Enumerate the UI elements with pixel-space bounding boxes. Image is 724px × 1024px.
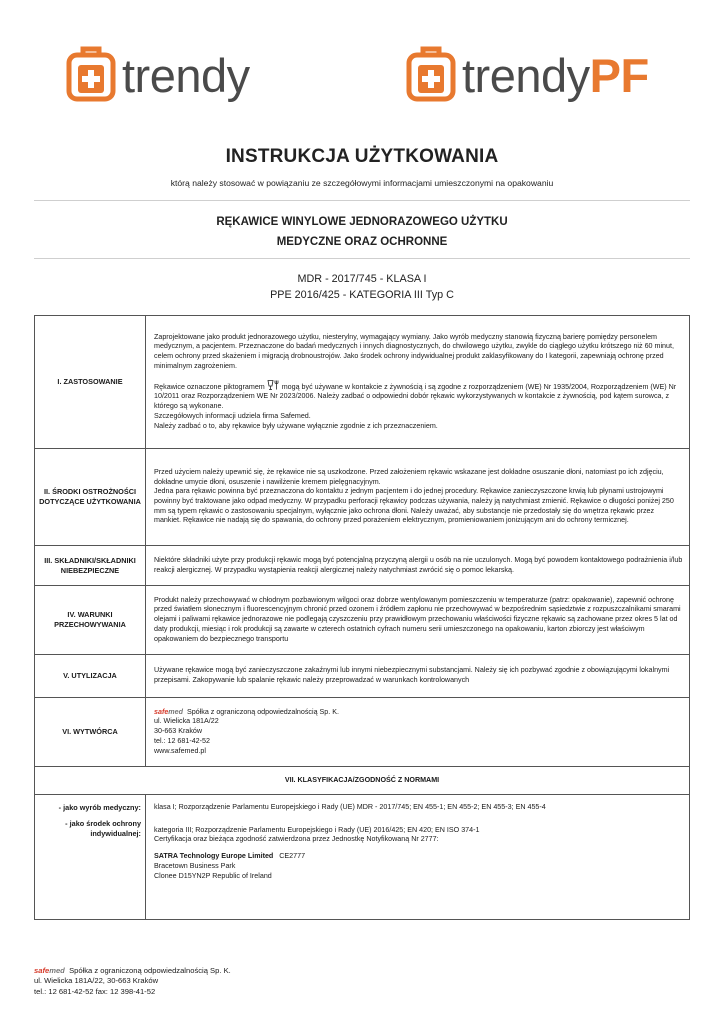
manufacturer-website: www.safemed.pl	[154, 746, 206, 755]
food-contact-glass-fork-icon	[267, 380, 280, 390]
page-subtitle: którą należy stosować w powiązaniu ze szczegółowymi informacjami umieszczonymi na opakowaniu	[170, 178, 554, 188]
manufacturer-phone: tel.: 12 681-42-52	[154, 736, 210, 745]
ppe-certification: Certyfikacja oraz bieżąca zgodność zatwierdzona przez Jednostkę Notyfikowaną Nr 2777:	[154, 835, 439, 844]
section-row-skladniki	[35, 546, 690, 586]
paragraph: Należy zadbać o to, aby rękawice były używane wyłącznie zgodnie z ich przeznaczeniem.	[154, 421, 438, 430]
medical-bag-icon	[66, 45, 116, 105]
page-title: INSTRUKCJA UŻYTKOWANIA	[225, 146, 499, 167]
norm-mdr: MDR - 2017/745 - KLASA I	[297, 273, 427, 285]
product-name-line2: MEDYCZNE ORAZ OCHRONNE	[276, 236, 448, 248]
classification-content	[146, 795, 690, 920]
section-label: VI. WYTWÓRCA	[35, 698, 146, 767]
section-row-srodki-ostroznosci	[35, 449, 690, 546]
trendy-pf-logo	[406, 42, 649, 108]
manufacturer-info	[146, 698, 690, 767]
manufacturer-street: ul. Wielicka 181A/22	[154, 717, 219, 726]
norm-ppe: PPE 2016/425 - KATEGORIA III Typ C	[270, 289, 454, 301]
ppe-classification: kategoria III; Rozporządzenie Parlamentu Europejskiego i Rady (UE) 2016/425; EN 420; EN ISO 374-1	[154, 825, 480, 834]
ce-mark: CE2777	[279, 852, 306, 861]
section-row-zastosowanie	[35, 316, 690, 449]
paragraph: Przed użyciem należy upewnić się, że rękawice nie są uszkodzone. Przed założeniem rękawic wskazane jest dokładne osuszanie dłoni, natomiast po ich zdjęciu, dokładne umycie dłoni, osuszenie i nawilżenie kremem pielęgnacyjnym.	[154, 467, 664, 486]
footer-phone: tel.: 12 681-42-52 fax: 12 398-41-52	[34, 986, 156, 996]
section-label: V. UTYLIZACJA	[35, 655, 146, 698]
paragraph-food-contact: Rękawice oznaczone piktogramem mogą być używane w kontakcie z żywnością i są zgodne z rozporządzeniem (WE) Nr 1935/2004, Rozporządzeniem (WE) Nr 10/2011 oraz Rozporządzeniem WE Nr 2023/2006. Należy zadbać o odpowiedni dobór rękawic wykorzystywanych w kontakcie z żywnością, pod kątem surowca, z którego są wykonane.	[154, 380, 683, 412]
instructions-table	[34, 315, 690, 920]
paragraph: Zaprojektowane jako produkt jednorazowego użytku, niesterylny, wymagający wymiany. Jako wyrób medyczny stanowią fizyczną barierę pomiędzy personelem medycznym, a pacjentem. Przeznaczone do badań medycznych i innych diagnostycznych, do chwilowego użytku, zwykle do ciągłego użytku krótszego niż 60 minut, celem ochrony przed skażeniem i migracją drobnoustrojów. Jako środek ochrony indywidualnej produkt zaklasyfikowany do I kategorii, zapewniają ochronę przed minimalnym zagrożeniem.	[154, 332, 674, 370]
section-label: III. SKŁADNIKI/SKŁADNIKI NIEBEZPIECZNE	[35, 546, 146, 586]
section-header: VII. KLASYFIKACJA/ZGODNOŚĆ Z NORMAMI	[35, 767, 690, 795]
trendy-logo	[66, 42, 250, 108]
section-content: Niektóre składniki użyte przy produkcji rękawic mogą być potencjalną przyczyną alergii u osób na nie uczulonych. Mogą być powodem kontaktowego podrażnienia i/lub reakcji alergicznej. W przypadku wystąpienia reakcji alergicznej należy natychmiast zwrócić się o pomoc lekarską.	[146, 546, 690, 586]
medical-classification: klasa I; Rozporządzenie Parlamentu Europejskiego i Rady (UE) MDR - 2017/745; EN 455-1; EN 455-2; EN 455-3; EN 455-4	[154, 803, 546, 811]
divider	[34, 258, 690, 259]
section-row-utylizacja	[35, 655, 690, 698]
section-content: Używane rękawice mogą być zanieczyszczone zakaźnymi lub innymi niebezpiecznymi substancjami. Należy się ich pozbywać zgodnie z obowiązującymi lokalnymi przepisami. Zakopywanie lub spalanie rękawic należy przeprowadzać w warunkach kontrolowanych	[146, 655, 690, 698]
label-ppe-line1: - jako środek ochrony	[65, 818, 141, 828]
logo-wordmark: trendyPF	[462, 48, 649, 102]
footer-address: ul. Wielicka 181A/22, 30-663 Kraków	[34, 976, 159, 986]
notified-body-line: SATRA Technology Europe Limited CE2777	[154, 852, 306, 861]
label-medical-device: - jako wyrób medyczny:	[58, 803, 141, 812]
footer	[34, 966, 231, 997]
section-row-klasyfikacja-header	[35, 767, 690, 795]
paragraph: Jedna para rękawic powinna być przeznaczona do kontaktu z jednym pacjentem i do jednej procedury. Rękawice zanieczyszczone krwią lub płynami ustrojowymi powinny być traktowane jako odpad medyczny. W przypadku perforacji rękawicy podczas używania, należy ją natychmiast zmienić. Rękawice o długości poniżej 250 mm są typem rękawic o zastosowaniu specjalnym, wyłącznie jako ochrona dłoni. Należy uważać, aby substancje nie przedostały się do wnętrza rękawic przez mankiet. Rękawice nie nadają się do spawania, do ochrony przed porażeniem elektrycznym, promieniowaniem jonizującym ani do ochrony termicznej.	[154, 487, 674, 525]
classification-labels	[35, 795, 146, 920]
section-content: Produkt należy przechowywać w chłodnym pozbawionym wilgoci oraz dobrze wentylowanym pomieszczeniu w temperaturze (patrz: opakowanie), zapewnić ochronę przed światłem słonecznym i fluorescencyjnym chronić przed ozonem i źródłem zapłonu nie przechowywać w bezpośrednim sąsiedztwie z rozpuszczalnikami smarami olejami i paliwami rękawice jednorazowe nie podlegają czyszczeniu przy prawidłowym przechowaniu właściwości fizyczne rękawic są zachowane przez okres 5 lat od daty produkcji, miesiąc i rok produkcji są zawarte w czterech ostatnich cyfrach numeru serii umieszczonego na opakowaniu, karton zbiorczy jest właściwym opakowaniem do bezpiecznego transportu	[146, 586, 690, 655]
safemed-logo: safemed	[154, 707, 183, 716]
section-content	[146, 316, 690, 449]
section-row-warunki-przechowywania	[35, 586, 690, 655]
notified-body-address2: Clonee D15YN2P Republic of Ireland	[154, 871, 272, 880]
logo-pf-suffix: PF	[589, 48, 649, 102]
logo-wordmark: trendy	[122, 48, 250, 102]
manufacturer-city: 30-663 Kraków	[154, 727, 203, 736]
section-label: I. ZASTOSOWANIE	[35, 316, 146, 449]
section-content	[146, 449, 690, 546]
section-label: IV. WARUNKI PRZECHOWYWANIA	[35, 586, 146, 655]
product-name-line1: RĘKAWICE WINYLOWE JEDNORAZOWEGO UŻYTKU	[216, 216, 508, 228]
label-ppe-line2: indywidualnej:	[90, 828, 141, 838]
safemed-logo: safemed	[34, 966, 65, 975]
divider	[34, 200, 690, 201]
section-row-wytworca	[35, 698, 690, 767]
section-label: II. ŚRODKI OSTROŻNOŚCI DOTYCZĄCE UŻYTKOWANIA	[35, 449, 146, 546]
manufacturer-name-line: safemed Spółka z ograniczoną odpowiedzalnością Sp. K.	[154, 707, 339, 716]
paragraph: Szczegółowych informacji udziela firma Safemed.	[154, 411, 311, 420]
medical-bag-icon	[406, 45, 456, 105]
notified-body-address1: Bracetown Business Park	[154, 861, 236, 870]
section-row-klasyfikacja	[35, 795, 690, 920]
footer-company-line: safemed Spółka z ograniczoną odpowiedzalnością Sp. K.	[34, 966, 231, 975]
